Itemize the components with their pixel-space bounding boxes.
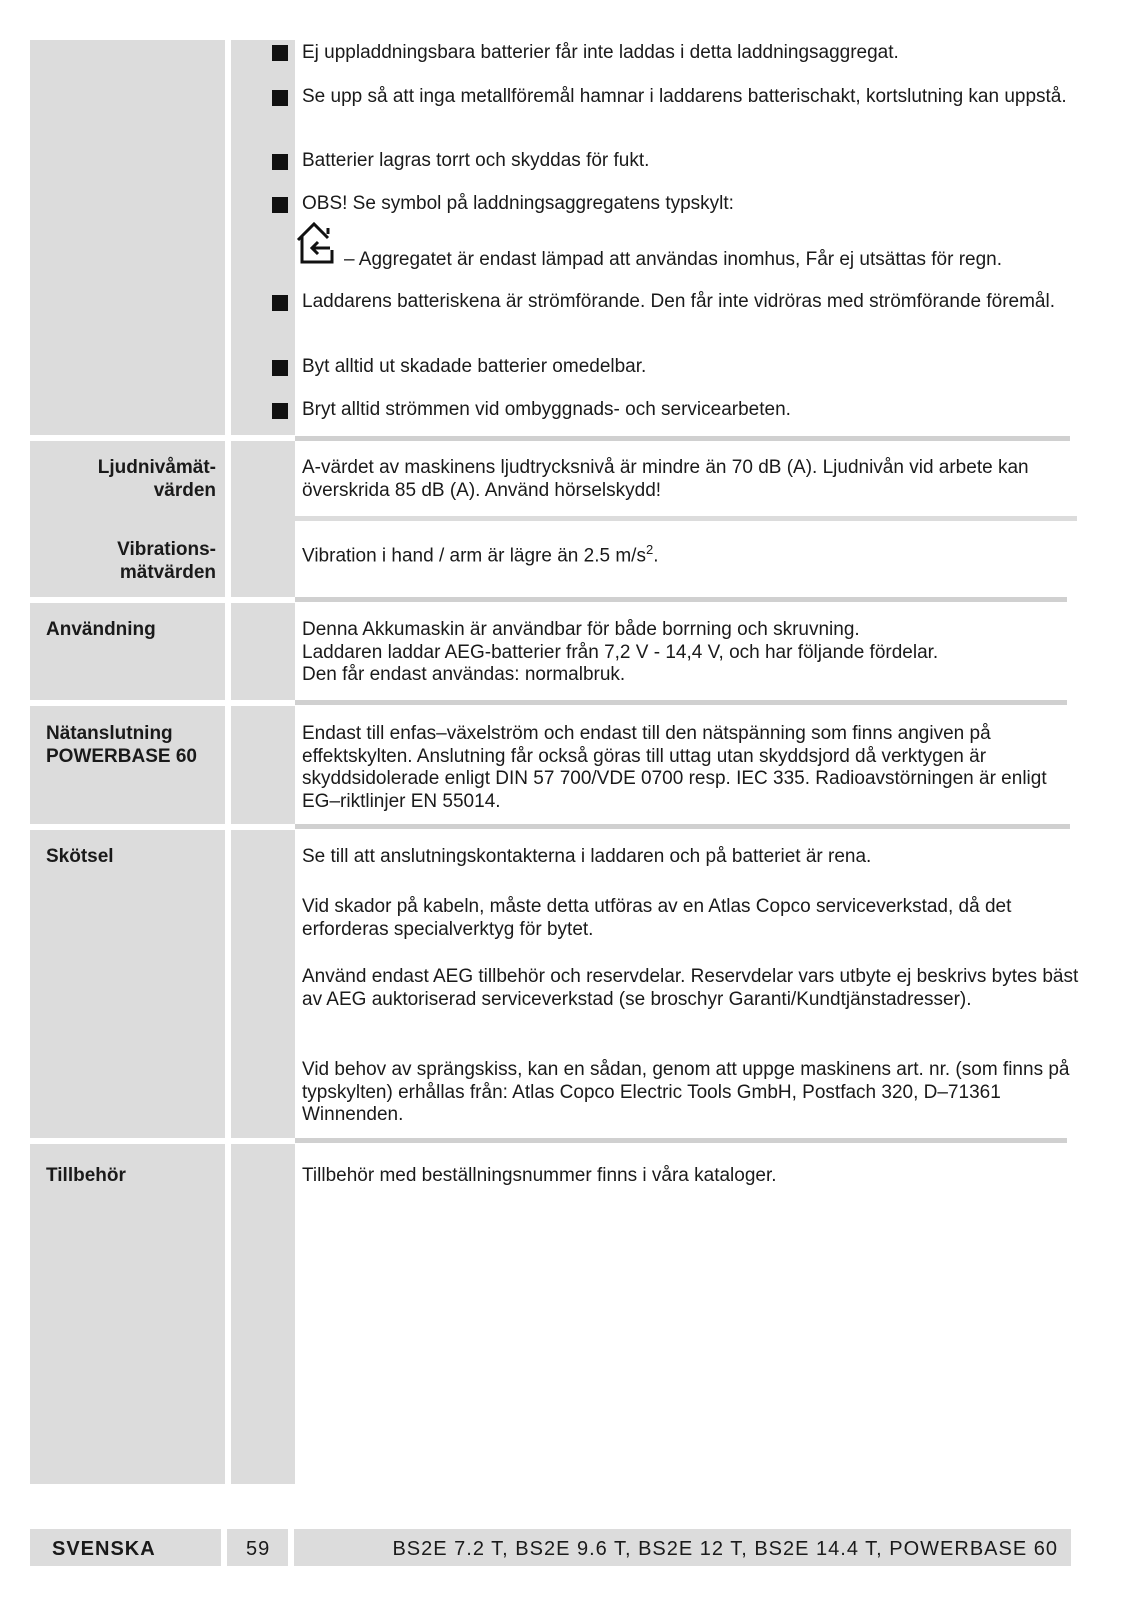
label-line: Vibrations- — [117, 539, 216, 560]
care-paragraph-3: Använd endast AEG tillbehör och reservdelar. Reservdelar vars utbyte ej beskrivs bytes bäst av AEG auktoriserad serviceverkstad (se broschyr Garanti/Kundtjänstadresser). — [302, 966, 1079, 1010]
symbol-note: – Aggregatet är endast lämpad att användas inomhus, Får ej utsättas för regn. — [344, 249, 1003, 270]
section-divider — [295, 1138, 1067, 1143]
vibration-value: Vibration i hand / arm är lägre än 2.5 m/s — [302, 545, 646, 567]
footer-language: SVENSKA — [52, 1538, 156, 1560]
care-paragraph-1: Se till att anslutningskontakterna i laddaren och på batteriet är rena. — [302, 846, 872, 867]
section-divider — [231, 516, 1077, 521]
label-column-block-5 — [30, 830, 225, 1138]
section-divider — [295, 436, 1070, 441]
bullet-marker — [272, 295, 288, 311]
unit-exponent: 2 — [645, 542, 654, 557]
section-label-noise — [36, 457, 216, 502]
marker-column-block-3 — [231, 603, 295, 700]
label-column-block-3 — [30, 603, 225, 700]
label-line: mätvärden — [119, 561, 216, 583]
noise-text: A-värdet av maskinens ljudtrycksnivå är mindre än 70 dB (A). Ljudnivån vid arbete kan överskrida 85 dB (A). Använd hörselskydd! — [302, 457, 1029, 501]
vibration-text — [302, 539, 1088, 568]
safety-bullet-5: Laddarens batteriskena är strömförande. Den får inte vidröras med strömförande föremål. — [302, 291, 1055, 312]
bullet-marker — [272, 197, 288, 213]
label-column-block-1 — [30, 40, 225, 435]
label-column-block-6 — [30, 1144, 225, 1484]
indoor-use-house-icon — [294, 218, 338, 266]
marker-column-block-4 — [231, 706, 295, 824]
section-divider — [295, 700, 1067, 705]
label-line: POWERBASE 60 — [46, 745, 197, 767]
section-label-vibration — [36, 539, 216, 584]
safety-bullet-2: Se upp så att inga metallföremål hamnar i laddarens batterischakt, kortslutning kan uppstå. — [302, 86, 1067, 107]
bullet-marker — [272, 154, 288, 170]
section-label-accessories: Tillbehör — [46, 1165, 126, 1186]
bullet-marker — [272, 403, 288, 419]
care-paragraph-2: Vid skador på kabeln, måste detta utföras av en Atlas Copco serviceverkstad, då det erforderas specialverktyg för bytet. — [302, 896, 1012, 940]
marker-column-block-6 — [231, 1144, 295, 1484]
accessories-text: Tillbehör med beställningsnummer finns i våra kataloger. — [302, 1165, 777, 1186]
page-number: 59 — [246, 1538, 271, 1560]
safety-bullet-7: Bryt alltid strömmen vid ombyggnads- och servicearbeten. — [302, 399, 791, 420]
vibration-end: . — [653, 545, 659, 567]
label-line: Ljudnivåmät- — [97, 457, 216, 478]
label-line: Nätanslutning — [46, 723, 173, 744]
bullet-marker — [272, 45, 288, 61]
section-label-mains — [46, 723, 221, 768]
safety-bullet-4: OBS! Se symbol på laddningsaggregatens typskylt: — [302, 193, 734, 214]
usage-text: Denna Akkumaskin är användbar för både borrning och skruvning. Laddaren laddar AEG-batterier från 7,2 V - 14,4 V, och har följande fördelar. Den får endast användas: normalbruk. — [302, 619, 939, 685]
safety-bullet-6: Byt alltid ut skadade batterier omedelbar. — [302, 356, 647, 377]
marker-column-block-5 — [231, 830, 295, 1138]
safety-bullet-1: Ej uppladdningsbara batterier får inte laddas i detta laddningsaggregat. — [302, 42, 899, 63]
safety-bullet-3: Batterier lagras torrt och skyddas för fukt. — [302, 150, 650, 171]
section-divider — [295, 597, 1067, 602]
bullet-marker — [272, 360, 288, 376]
section-label-usage: Användning — [46, 619, 156, 640]
care-paragraph-4: Vid behov av sprängskiss, kan en sådan, genom att uppge maskinens art. nr. (som finns på typskylten) erhållas från: Atlas Copco Electric Tools GmbH, Postfach 320, D–71361 Winnenden. — [302, 1059, 1070, 1125]
section-divider — [295, 824, 1070, 829]
mains-text: Endast till enfas–växelström och endast till den nätspänning som finns angiven på effektskylten. Anslutning får också göras till uttag utan skyddsjord då verktygen är skyddsidolerade enligt DIN 57 700/VDE 0700 resp. IEC 335. Radioavstörningen är enligt EG–riktlinjer EN 55014. — [302, 723, 1047, 812]
section-label-care: Skötsel — [46, 846, 114, 867]
bullet-marker — [272, 90, 288, 106]
label-line: värden — [153, 479, 216, 501]
footer-models: BS2E 7.2 T, BS2E 9.6 T, BS2E 12 T, BS2E 14.4 T, POWERBASE 60 — [392, 1538, 1058, 1560]
